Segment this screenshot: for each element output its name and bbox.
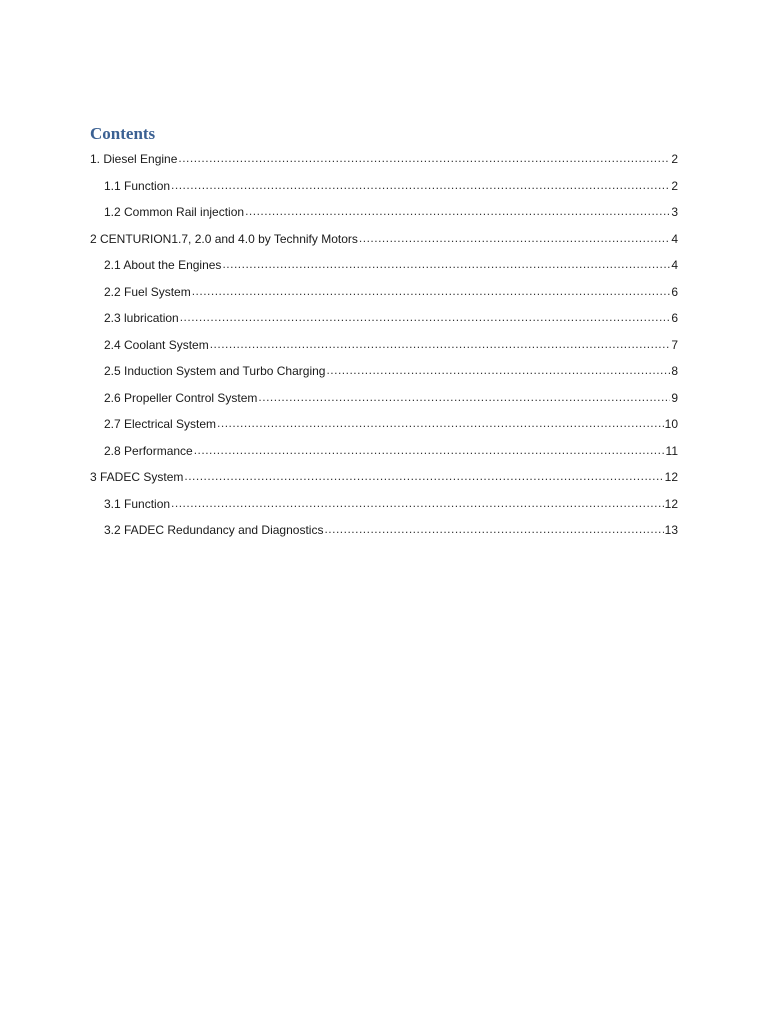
toc-entry-page-number: 10 xyxy=(664,417,678,431)
contents-heading: Contents xyxy=(90,124,156,143)
toc-entry-page-number: 4 xyxy=(671,231,678,246)
toc-entry-page-number: 12 xyxy=(664,470,678,484)
dot-leader xyxy=(222,255,670,273)
toc-entry-page-number: 2 xyxy=(671,152,678,166)
toc-entry[interactable] xyxy=(90,362,678,389)
dot-leader xyxy=(171,176,670,194)
dot-leader xyxy=(258,388,670,406)
toc-entry[interactable] xyxy=(90,203,678,230)
toc-entry-page-number: 12 xyxy=(664,496,678,511)
toc-entry[interactable] xyxy=(90,177,678,204)
toc-entry-label: 3.2 FADEC Redundancy and Diagnostics xyxy=(104,523,324,537)
dot-leader xyxy=(326,361,670,379)
toc-entry-page-number: 9 xyxy=(671,390,678,405)
dot-leader xyxy=(180,308,671,326)
dot-leader xyxy=(210,335,671,353)
dot-leader xyxy=(324,520,663,538)
toc-entry-label: 3 FADEC System xyxy=(90,470,184,484)
toc-entry-page-number: 3 xyxy=(671,205,678,219)
toc-entry[interactable] xyxy=(90,415,678,442)
toc-entry-page-number: 4 xyxy=(671,258,678,272)
toc-list xyxy=(90,150,678,548)
toc-entry-page-number: 11 xyxy=(665,443,678,458)
toc-entry-label: 2.2 Fuel System xyxy=(104,284,191,299)
toc-entry-label: 1.2 Common Rail injection xyxy=(104,205,245,219)
toc-entry-label: 2.6 Propeller Control System xyxy=(104,390,258,405)
toc-entry-label: 2.8 Performance xyxy=(104,443,193,458)
toc-entry-label: 2.4 Coolant System xyxy=(104,337,209,352)
dot-leader xyxy=(192,282,671,300)
toc-entry-page-number: 2 xyxy=(671,178,678,193)
toc-entry-page-number: 8 xyxy=(671,364,678,378)
toc-entry[interactable] xyxy=(90,256,678,283)
toc-entry-label: 2.3 lubrication xyxy=(104,311,179,325)
table-of-contents xyxy=(90,122,678,548)
dot-leader xyxy=(194,441,665,459)
toc-entry-page-number: 6 xyxy=(671,284,678,299)
toc-entry[interactable] xyxy=(90,468,678,495)
toc-entry-label: 2.5 Induction System and Turbo Charging xyxy=(104,364,326,378)
toc-entry[interactable] xyxy=(90,389,678,416)
toc-entry[interactable] xyxy=(90,336,678,363)
toc-entry[interactable] xyxy=(90,283,678,310)
dot-leader xyxy=(184,467,663,485)
toc-entry-label: 2 CENTURION1.7, 2.0 and 4.0 by Technify Motors xyxy=(90,231,358,246)
toc-entry-label: 1.1 Function xyxy=(104,178,171,193)
dot-leader xyxy=(171,494,664,512)
toc-entry-label: 3.1 Function xyxy=(104,496,171,511)
dot-leader xyxy=(359,229,670,247)
toc-entry-label: 2.7 Electrical System xyxy=(104,417,217,431)
dot-leader xyxy=(178,149,670,167)
toc-entry-label: 1. Diesel Engine xyxy=(90,152,178,166)
dot-leader xyxy=(245,202,670,220)
toc-entry[interactable] xyxy=(90,230,678,257)
toc-entry-page-number: 13 xyxy=(664,523,678,537)
toc-entry-page-number: 6 xyxy=(671,311,678,325)
toc-entry-label: 2.1 About the Engines xyxy=(104,258,222,272)
toc-entry[interactable] xyxy=(90,495,678,522)
dot-leader xyxy=(217,414,664,432)
toc-entry-page-number: 7 xyxy=(671,337,678,352)
toc-entry[interactable] xyxy=(90,521,678,548)
toc-entry[interactable] xyxy=(90,309,678,336)
toc-entry[interactable] xyxy=(90,150,678,177)
toc-entry[interactable] xyxy=(90,442,678,469)
